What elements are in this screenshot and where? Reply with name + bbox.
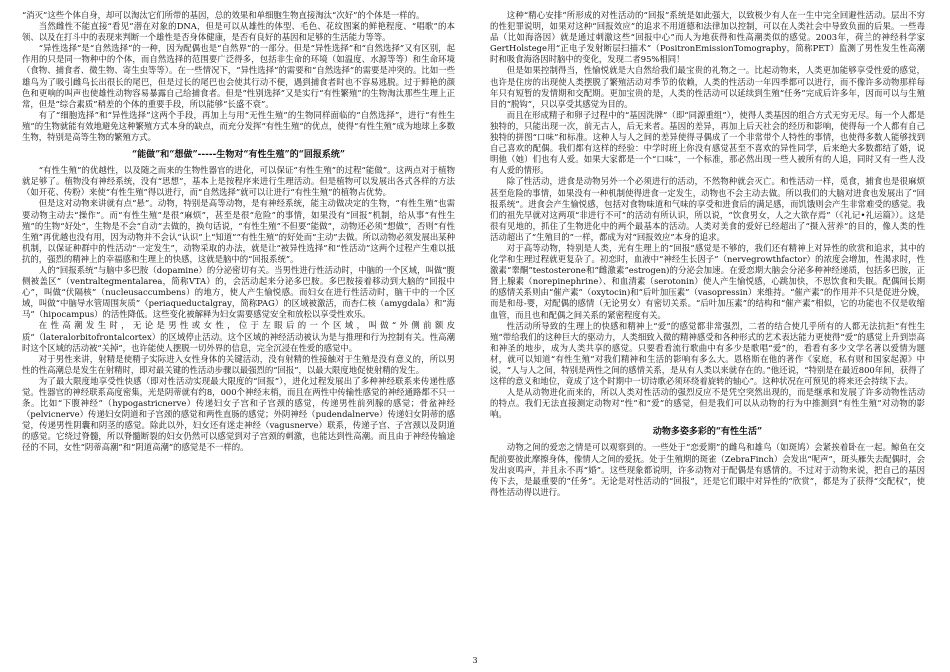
body-paragraph: “有性生殖”的优越性，以及随之而来的生物性器官的进化，可以保证“有性生殖”的过程“能做”。这两点对于植物就足够了。植物没有神经系统，没有“思想”，基本上是按程序来进行生理活动。但是植物可以发展出各式各样的方法（如开花、传粉）来使“有性生殖”得以进行，而“自然选择”就可以让进行“有性生殖”的植物占优势。 [22, 165, 455, 198]
body-paragraph: 在性高潮发生时，无论是男性或女性，位于左眼后的一个区域，叫做“外侧前额皮质”（lateralorbitofrontalcortex）的区域停止活动。这个区域的神经活动被认为是与推理和行为控制有关。性高潮时这个区域的活动被“关掉”，也许能使人摆脱一切外界的信息，完全沉浸在性爱的感觉中。 [22, 320, 455, 353]
body-paragraph: 人的“回报系统”与脑中多巴胺（dopamine）的分泌密切有关。当男性进行性活动时，中脑的一个区域，叫做“腹侧被盖区”（ventraltegmentalarea，简称VTA）的，会活动起来分泌多巴胺。多巴胺接着移动到大脑的“回报中心”，叫做“伏隔核”（nucleusaccumbens）的地方，使人产生愉悦感。而妇女在进行性活动时，脑干中的一个区域，叫做“中脑导水管周围灰质”（periaqueductalgray，简称PAG）的区域被激活，而杏仁核（amygdala）和“海马”（hipocampus）的活性降低。这些变化被解释为妇女需要感觉安全和放松以享受性欢乐。 [22, 264, 455, 320]
left-paragraphs-b [22, 165, 455, 453]
body-paragraph: 性活动所导致的生理上的快感和精神上“爱”的感觉都非常强烈，二者的结合使几乎所有的人都无法抗拒“有性生殖”带给我们的这种巨大的驱动力，人类细致入微的精神感受和各种形式的艺术表达能力更使得“爱”的感觉上升到崇高和神圣的地步，成为人类共享的感觉。只要看看流行歌曲中有多少是歌唱“爱”的，看看有多少文学名著以爱情为题材，就可以知道“有性生殖”对我们精神和生活的影响有多么大。恩格斯在他的著作《家庭，私有财和国家起源》中说，“人与人之间，特别是两性之间的感情关系，是从有人类以来就存在的。”他还说，“特别是在最近800年间，获得了这样的意义和地位，竟成了这个时期中一切诗歌必须环绕着旋转的轴心”。这种状况在可预见的将来还会持续下去。 [490, 320, 926, 387]
left-paragraphs-a [22, 10, 455, 143]
body-paragraph: 有了“细胞选择”和“异性选择”这两个手段，再加上与用“无性生殖”的生物同样面临的“自然选择”，进行“有性生殖”的生物就能有效地避免这种繁殖方式本身的缺点，而充分发挥“有性生殖”的优点，使得“有性生殖”成为地球上多数生物，特别是高等生物的繁殖方式。 [22, 109, 455, 143]
body-paragraph: 但是如果控制得当，性愉悦就是大自然给我们最宝贵的礼物之一。比起动物来，人类更加能够享受性爱的感觉，也许是住房的出现使人类摆脱了繁殖活动对季节的依赖，人类的性活动一年四季都可以进行，而不像许多动物那样每年只有短暂的发情期和交配期。更加宝贵的是，人类的性活动可以延续到生殖“任务”完成后许多年，因而可以与生殖目的“脱钩”，只以享受其感觉为目的。 [490, 65, 925, 109]
body-paragraph: “异性选择”是“自然选择”的一种，因为配偶也是“自然界”的一部分。但是“异性选择”和“自然选择”又有区别，起作用的只是同一物种中的个体，而自然选择的范围要广泛得多，包括非生命的环境（如温度、水源等等）和生命环境（食物、捕食者、微生物、寄生虫等等）。在一些情况下，“异性选择”的需要和“自然选择”的需要是冲突的。比如一些雄鸟为了吸引雌鸟长出很长的尾巴，但是过长的尾巴也会使其行动不便，遇到捕食者时也不容易逃脱。过于鲜艳的颜色和更响的叫声也使雄性动物容易暴露自己给捕食者。但是“性别选择”又是实行“有性繁殖”的生物淘汰那些生理上正常，但是“综合素质”稍差的个体的重要手段，所以能够“长盛不衰”。 [22, 43, 455, 109]
body-paragraph: 除了性活动，进食是动物另外一个必须进行的活动，不然物种就会灭亡。和性活动一样，觅食，捕食也是很麻烦甚至危险的事情，如果没有一种机制使得进食一定发生，动物也不会主动去做。所以我们的大脑对进食也发展出了“回报系统”。进食会产生愉悦感，包括对食物味道和气味的享受和进食后的满足感，而饥饿则会产生非常难受的感觉。我们的祖先早就对这两项“非进行不可”的活动有所认识，所以说，“饮食男女，人之大欲存焉”（《礼记•礼运篇》）。这是很有见地的，抓住了生物进化中的两个最基本的活动。人类对美食的爱好已经超出了“摄入营养”的目的，像人类的性活动超出了“生殖目的”一样，都成为对“回报效应”本身的追求。 [490, 176, 925, 242]
right-paragraphs-a [490, 10, 925, 420]
body-paragraph: “消灭”这些个体自身，却可以淘汰它们所带的基因，总的效果和单细胞生物直接淘汰“次好”的个体是一样的。 [22, 10, 425, 20]
body-paragraph: 当然雌性不能直接“看见”潜在对象的DNA，但是可以从雄性的体型、毛色、花纹图案的鲜艳程度、“唱歌”的本领、以及在打斗中的表现来判断一个雄性是否身体健康，是否有良好的基因和足够的生活能力等等。 [22, 21, 455, 43]
section-heading: 动物多姿多彩的“有性生活” [652, 427, 763, 438]
body-paragraph: 对于男性来讲，射精是使精子实际进入女性身体的关键活动，没有射精的性接触对于生殖是没有意义的，所以男性的性高潮总是发生在射精时，即对最关键的性活动步骤以最强烈的“回报”，以最大限度地促使射精的发生。 [22, 353, 455, 375]
body-paragraph: 动物之间的爱恋之情是可以观察到的。一些处于“恋爱期”的雌鸟和雄鸟（如斑鸠）会紧挨着卧在一起。鲸鱼在交配前要彼此摩擦身体，像情人之间的爱抚。处于生殖期的斑雀（ZebraFinch）会发出“呢声”，斑头雁失去配偶时，会发出哀鸣声，并且永不再“婚”。这些现象都说明，许多动物对于配偶是有感情的。不过对于动物来说，把自己的基因传下去，是最重要的“任务”。无论是对性活动的“回报”，还是它们眼中对异性的“欣赏”，都是为了获得“交配权”，使得性活动得以进行。 [490, 442, 925, 497]
page-number: 3 [472, 656, 478, 665]
body-paragraph: 这种“精心安排”所形成的对性活动的“回报”系统是如此强大，以致极少有人在一生中完全回避性活动。层出不穷的性犯罪说明，如果对这种“回报效应”的追求不用道德和法律加以控制，可以在人类社会中导致负面的后果。一些毒品（比如海洛因）就是通过刺激这些“回报中心”而人为地获得和性高潮类似的感觉。2003年，荷兰的神经科学家GertHolstege用“正电子发射断层扫描术”（PositronEmissionTomography，简称PET）监测了男性发生性高潮时和吸食海洛因时脑中的变化，发现二者95%相同！ [490, 10, 925, 65]
body-paragraph: 人是从动物进化而来的，所以人类对性活动的强烈反应不是凭空突然出现的，而是继承和发展了许多动物性活动的特点。我们无法直接测定动物对“性”和“爱”的感觉，但是我们可以从动物的行为中推测到“有性生殖”对动物的影响。 [490, 387, 925, 420]
right-column [490, 10, 925, 498]
body-paragraph: 但是这对动物来讲就有点“悬”。动物，特别是高等动物，是有神经系统，能主动做决定的生物，“有性生殖”也需要动物主动去“操作”。而“有性生殖”是很“麻烦”，甚至是很“危险”的事情，如果没有“回报”机制，给从事“有性生殖”的生物“好处”，生物是不会“自动”去做的，换句话说，“有性生殖”不但要“能做”，动物还必须“想做”，否则“有性生殖”再优越也没有用，因为动物并不会认“认识”上“知道”“有性生殖”的好处而“主动”去做。所以动物必须发展出某种机制，以保证种群中的性活动“一定发生”，动物采取的办法，就是让“被异性选择”和“性活动”这两个过程产生难以抵抗的，强烈的精神上的幸福感和生理上的快感，这就是脑中的“回报系统”。 [22, 198, 455, 264]
body-paragraph: 对于高等动物，特别是人类，光有生理上的“回报”感觉是不够的，我们还有精神上对异性的欣赏和追求，其中的化学和生理过程就更复杂了。初恋时，血液中“神经生长因子”（nervegrowthfactor）的浓度会增加，性渴求时，性激素“睾酮”testosterone和“雌激素”estrogen)的分泌会加速。在爱恋期大脑会分泌多种神经递质，包括多巴胺，正肾上腺素（norepinephrine）、和血清素（serotonin）使人产生愉悦感，心跳加快，不思饮食和失眠。配偶间长期的感情关系则由“催产素”（oxytocin)和“后叶加压素”（vasopressin）来维持。“催产素”的作用并不只是促进分娩，而是和母-婴，对配偶的感情（无论男女）有密切关系。“后叶加压素”的结构和“催产素”相似，它的功能也不仅是收缩血管，而且也和配偶之间关系的紧密程度有关。 [490, 242, 925, 320]
right-paragraphs-b [490, 442, 925, 497]
section-heading: “能做”和“想做”-----生物对“有性生殖”的“回报系统” [131, 150, 346, 161]
left-column [22, 10, 455, 454]
body-paragraph: 而且在形成精子和卵子过程中的“基因洗牌”（即“同源重组”），使得人类基因的组合方式无穷无尽。每一个人都是独特的，只能出现一次，前无古人，后无来者。基因的差异，再加上后天社会的经历和影响，使得每一个人都有自己独特的拼图“口味”和标准。这种人与人之间的差异使得寻偶成了一个非常带个人特性的事情，也使得多数人能够找到自己喜欢的配偶。我们都有这样的经验：中学时班上你没有感觉甚至不喜欢的异性同学，后来绝大多数都结了婚，说明他（她）们也有人爱。如果大家都是一个“口味”，一个标准，那必然出现一些人被所有的人追，同时又有一些人没有人爱的情形。 [490, 109, 925, 176]
body-paragraph: 为了最大限度地享受性快感（即对性活动实现最大限度的“回报”），进化过程发展出了多种神经联系来传递性感觉。性器官的神经联系高度密集，光是阴蒂就有约8，000个神经末梢，而且在两性中传输性感觉的神经通路都不只一条。比如“下腹神经”（hypogastricnerve）传递妇女子宫和子宫颈的感觉，传递男性前列腺的感觉；骨盆神经（pelvicnerve）传递妇女阴道和子宫颈的感觉和两性直肠的感觉；外阴神经（pudendalnerve）传递妇女阴蒂的感觉，传递男性阴囊和阴茎的感觉。除此以外，妇女还有迷走神经（vagusnerve）联系，传递子宫、子宫颈以及阴道的感觉。它绕过脊髓，所以脊髓断裂的妇女仍然可以感觉到对子宫颈的刺激，也能达到性高潮。而且由于神经传输途径的不同，女性“阴蒂高潮”和“阴道高潮”的感觉是不一样的。 [22, 375, 455, 453]
